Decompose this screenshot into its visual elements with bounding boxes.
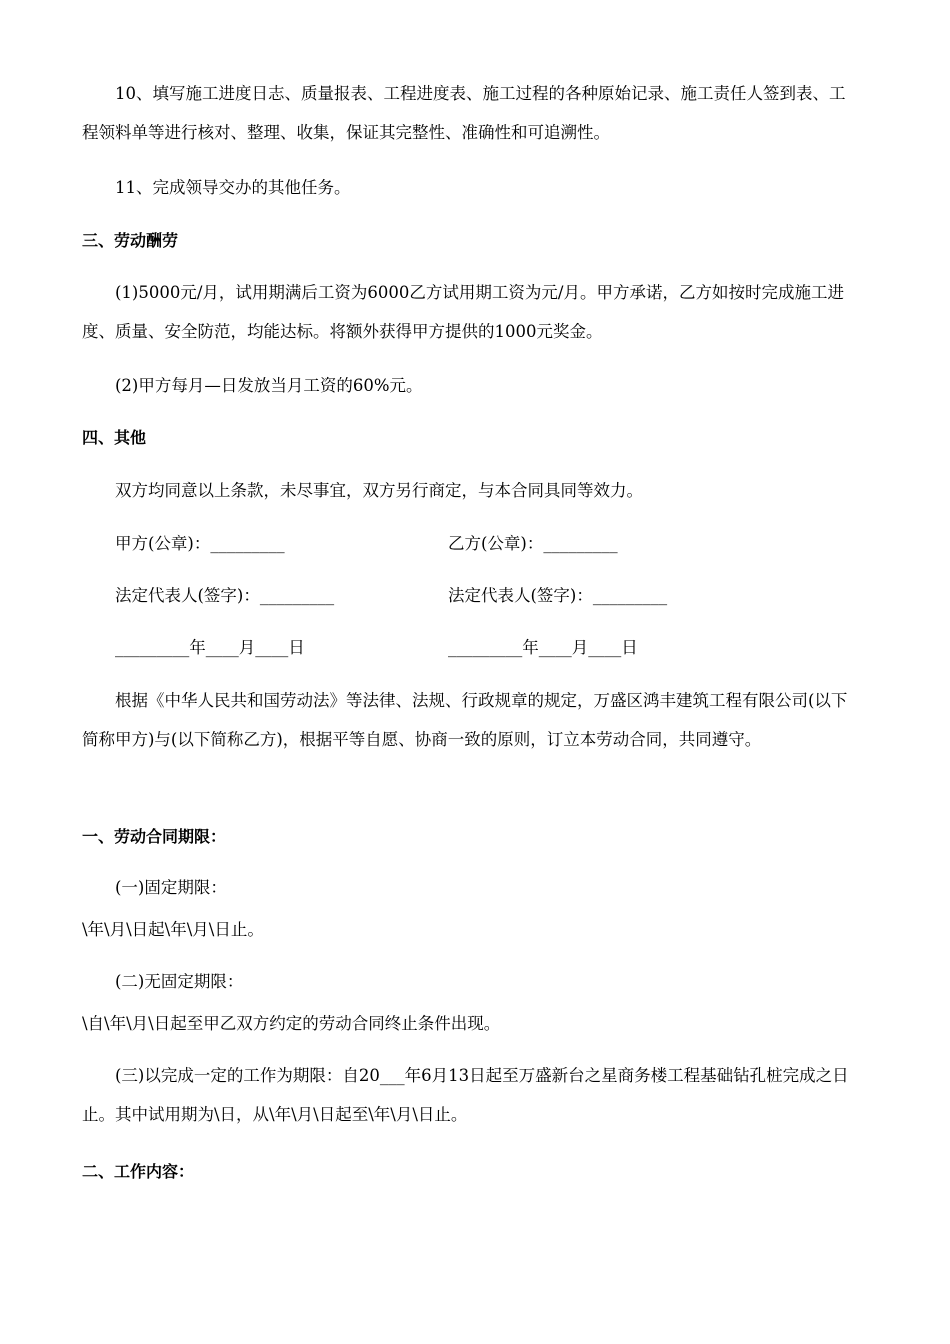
fixed-term-label: (一)固定期限： <box>115 878 227 897</box>
party-a-representative-line: 法定代表人(签字)：_________ <box>115 586 335 605</box>
fixed-term-value: \年\月\日起\年\月\日止。 <box>82 920 264 939</box>
section-heading-remuneration: 三、劳动酬劳 <box>82 231 179 250</box>
section-heading-contract-term: 一、劳动合同期限： <box>82 827 227 846</box>
paragraph-agreement: 双方均同意以上条款，未尽事宜，双方另行商定，与本合同具同等效力。 <box>115 481 643 500</box>
party-a-seal-line: 甲方(公章)：_________ <box>115 534 285 553</box>
unfixed-term-label: (二)无固定期限： <box>115 972 244 991</box>
party-b-representative-line: 法定代表人(签字)：_________ <box>448 586 668 605</box>
paragraph-intro: 根据《中华人民共和国劳动法》等法律、法规、行政规章的规定，万盛区鸿丰建筑工程有限公司(以下简称甲方)与(以下简称乙方)，根据平等自愿、协商一致的原则，订立本劳动合同，共同遵守。 <box>82 691 848 749</box>
unfixed-term-value: \自\年\月\日起至甲乙双方约定的劳动合同终止条件出现。 <box>82 1014 501 1033</box>
section-heading-work-content: 二、工作内容： <box>82 1162 195 1181</box>
party-b-date-line: _________年____月____日 <box>448 638 638 657</box>
party-b-seal-line: 乙方(公章)：_________ <box>448 534 618 553</box>
party-a-date-line: _________年____月____日 <box>115 638 305 657</box>
paragraph-payday: (2)甲方每月—日发放当月工资的60%元。 <box>115 376 423 395</box>
paragraph-item-10: 10、填写施工进度日志、质量报表、工程进度表、施工过程的各种原始记录、施工责任人签到表、工程领料单等进行核对、整理、收集，保证其完整性、准确性和可追溯性。 <box>82 84 846 142</box>
paragraph-salary: (1)5000元/月，试用期满后工资为6000乙方试用期工资为元/月。甲方承诺，乙方如按时完成施工进度、质量、安全防范，均能达标。将额外获得甲方提供的1000元奖金。 <box>82 283 844 341</box>
paragraph-task-term: (三)以完成一定的工作为期限：自20___年6月13日起至万盛新台之星商务楼工程基础钻孔桩完成之日止。其中试用期为\日，从\年\月\日起至\年\月\日止。 <box>82 1066 849 1124</box>
section-heading-other: 四、其他 <box>82 428 147 447</box>
paragraph-item-11: 11、完成领导交办的其他任务。 <box>115 178 351 197</box>
